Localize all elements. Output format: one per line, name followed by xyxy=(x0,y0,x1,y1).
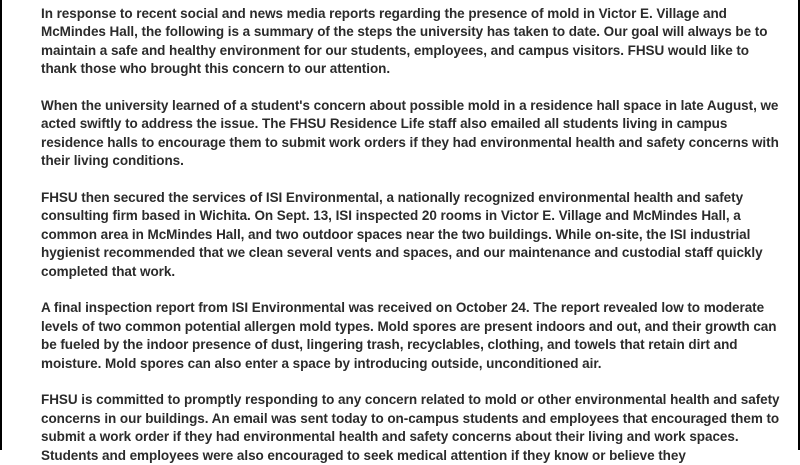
paragraph-student-concern: When the university learned of a student's concern about possible mold in a residence hall space in late August, we acted swiftly to address the issue. The FHSU Residence Life staff also emailed all students living in campus residence halls to encourage them to submit work orders if they had environmental health and safety concerns with their living conditions. xyxy=(41,98,779,169)
paragraph-commitment: FHSU is committed to promptly responding to any concern related to mold or other environmental health and safety concerns in our buildings. An email was sent today to on-campus students and employees that encouraged them to submit a work order if they had environmental health and safety concerns about their living and work spaces. Students and employees were also encouraged to seek medical attention if they know or believe they xyxy=(41,392,780,463)
paragraph-final-report: A final inspection report from ISI Environmental was received on October 24. The report revealed low to moderate levels of two common potential allergen mold types. Mold spores are present indoors and out, and their growth can be fueled by the indoor presence of dust, lingering trash, recyclables, clothing, and towels that retain dirt and moisture. Mold spores can also enter a space by introducing outside, unconditioned air. xyxy=(41,300,777,371)
paragraph-isi-inspection: FHSU then secured the services of ISI Environmental, a nationally recognized environmental health and safety consulting firm based in Wichita. On Sept. 13, ISI inspected 20 rooms in Victor E. Village and McMindes Hall, a common area in McMindes Hall, and two outdoor spaces near the two buildings. While on-site, the ISI industrial hygienist recommended that we clean several vents and spaces, and our maintenance and custodial staff quickly completed that work. xyxy=(41,190,763,279)
left-border xyxy=(0,0,2,450)
document-body xyxy=(41,5,786,465)
paragraph-media-reports: In response to recent social and news media reports regarding the presence of mold in Victor E. Village and McMindes Hall, the following is a summary of the steps the university has taken to date. Our goal will always be to maintain a safe and healthy environment for our students, employees, and campus visitors. FHSU would like to thank those who brought this concern to our attention. xyxy=(41,6,768,77)
